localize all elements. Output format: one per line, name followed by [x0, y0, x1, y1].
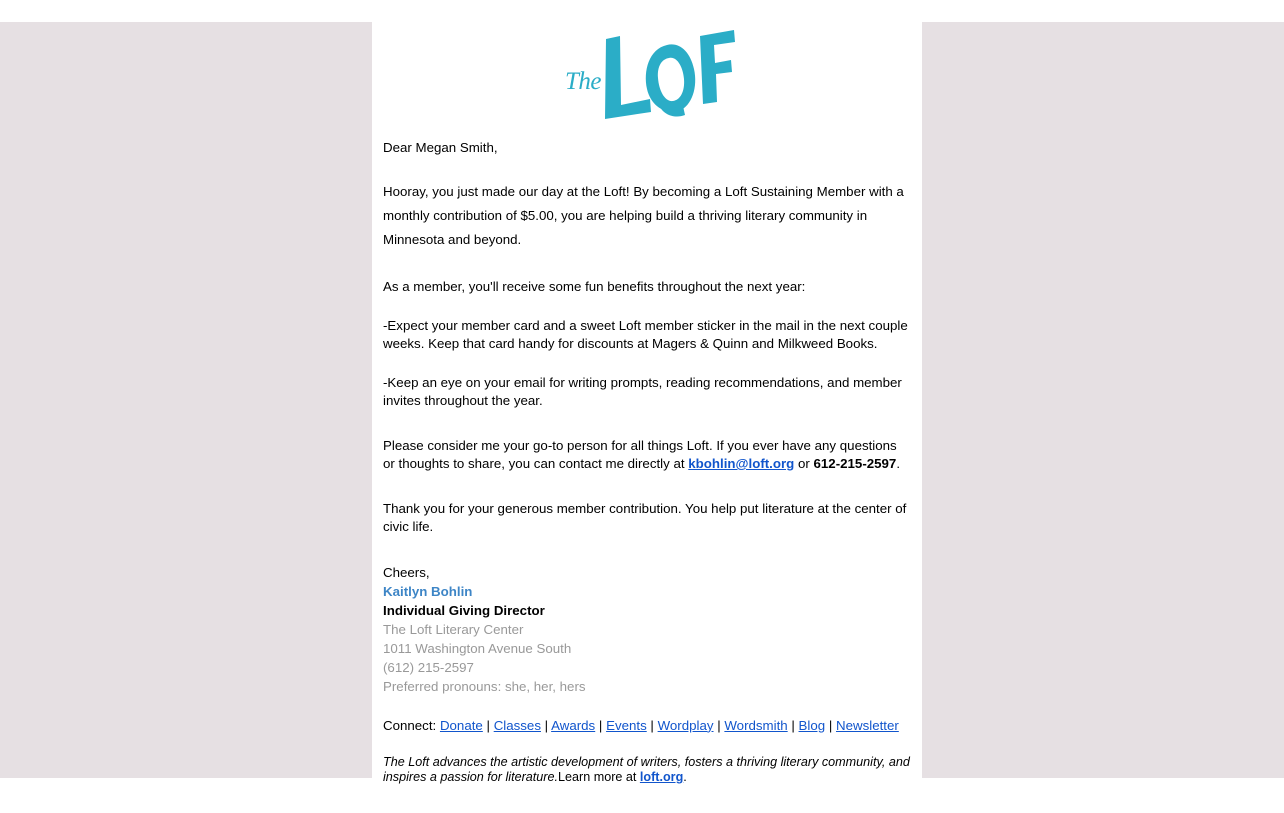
- spacer: [383, 252, 911, 278]
- connect-separator: |: [646, 717, 654, 733]
- contact-phone: 612-215-2597: [813, 456, 897, 471]
- contact-text-end: .: [896, 456, 901, 471]
- signature-name: Kaitlyn Bohlin: [383, 583, 473, 599]
- learn-more-text: Learn more at: [558, 770, 640, 784]
- spacer: [383, 696, 911, 716]
- learn-more-period: .: [683, 770, 687, 784]
- signature-address: 1011 Washington Avenue South: [383, 640, 572, 656]
- intro-paragraph: Hooray, you just made our day at the Loft! By becoming a Loft Sustaining Member with a monthly contribution of $5.00, you are helping build a thriving literary community in Minnesota and beyond.: [383, 184, 904, 247]
- spacer: [383, 735, 911, 755]
- connect-separator: |: [540, 717, 549, 733]
- spacer: [383, 474, 911, 500]
- benefit-item-1: -Expect your member card and a sweet Loft member sticker in the mail in the next couple weeks. Keep that card handy for discounts at Magers & Quinn and Milkweed Books.: [383, 317, 908, 351]
- benefits-lead: As a member, you'll receive some fun benefits throughout the next year:: [383, 279, 806, 294]
- connect-link-donate[interactable]: Donate: [439, 717, 483, 733]
- mission-statement: The Loft advances the artistic development of writers, fosters a thriving literary community, and inspires a passion for literature.: [383, 754, 910, 784]
- connect-link-newsletter[interactable]: Newsletter: [836, 717, 899, 733]
- signature-pronouns: Preferred pronouns: she, her, hers: [383, 678, 586, 694]
- benefit-item-2: -Keep an eye on your email for writing prompts, reading recommendations, and member invites throughout the year.: [383, 374, 902, 408]
- connect-link-blog[interactable]: Blog: [798, 717, 826, 733]
- signature-block: [383, 563, 911, 696]
- signature-organization: The Loft Literary Center: [383, 621, 524, 637]
- spacer: [383, 411, 911, 437]
- email-body: [383, 136, 911, 786]
- thanks-paragraph: Thank you for your generous member contribution. You help put literature at the center of civic life.: [383, 500, 907, 534]
- svg-text:The: The: [565, 68, 601, 95]
- salutation: Dear Megan Smith,: [383, 140, 498, 155]
- connect-label: Connect:: [383, 717, 437, 733]
- connect-link-wordsmith[interactable]: Wordsmith: [724, 717, 788, 733]
- email-message-card: [372, 0, 922, 813]
- loft-logo: [372, 22, 922, 130]
- contact-paragraph: [383, 437, 911, 474]
- signature-phone: (612) 215-2597: [383, 659, 474, 675]
- loft-org-link[interactable]: loft.org: [639, 770, 684, 784]
- loft-logo-icon: [559, 27, 735, 125]
- mission-tagline: [383, 755, 911, 786]
- connect-links-row: [383, 716, 911, 735]
- contact-email-link[interactable]: kbohlin@loft.org: [688, 456, 795, 471]
- connect-separator: |: [482, 717, 490, 733]
- spacer: [383, 354, 911, 374]
- connect-separator: |: [595, 717, 603, 733]
- connect-separator: |: [825, 717, 833, 733]
- connect-links-list: [440, 718, 899, 733]
- connect-link-wordplay[interactable]: Wordplay: [657, 717, 714, 733]
- spacer: [383, 160, 911, 180]
- connect-link-awards[interactable]: Awards: [551, 717, 596, 733]
- signature-closing: Cheers,: [383, 564, 430, 580]
- connect-separator: |: [713, 717, 721, 733]
- spacer: [383, 297, 911, 317]
- connect-link-events[interactable]: Events: [606, 717, 647, 733]
- connect-link-classes[interactable]: Classes: [493, 717, 541, 733]
- connect-separator: |: [787, 717, 795, 733]
- contact-text-mid: or: [794, 456, 814, 471]
- spacer: [383, 537, 911, 563]
- signature-title: Individual Giving Director: [383, 602, 545, 618]
- contact-text-lead: Please consider me your go-to person for all things Loft. If you ever have any questions or thoughts to share, you can contact me directly at: [383, 437, 897, 471]
